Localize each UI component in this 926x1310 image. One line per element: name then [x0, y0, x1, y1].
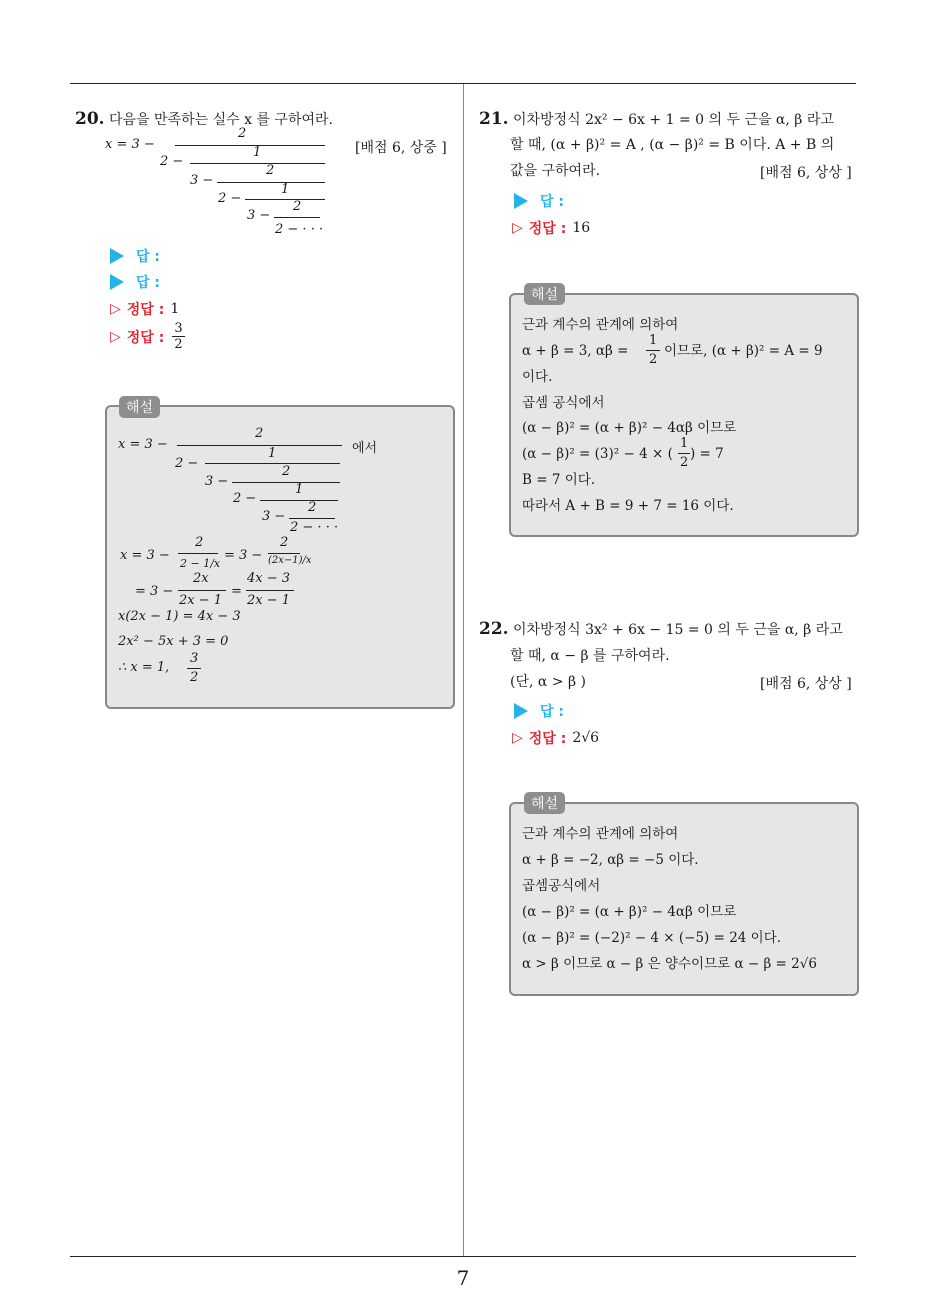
cf-part: 1	[253, 145, 262, 160]
q20-step2-num1: 2x	[193, 571, 209, 586]
bottom-rule	[70, 1256, 856, 1257]
cf-part: 2 − · · ·	[275, 222, 324, 237]
column-divider	[463, 84, 464, 1256]
answer-label: 답 :	[136, 275, 160, 291]
q21-explain-line: (α − β)² = (3)² − 4 × (	[522, 446, 673, 462]
q20-text: 다음을 만족하는 실수 x 를 구하여라.	[109, 112, 333, 128]
q22-explain-line: α + β = −2, αβ = −5 이다.	[522, 852, 699, 868]
cf-part: 2	[255, 426, 264, 441]
q22-answer-blank[interactable]	[514, 701, 564, 721]
frac-den: 2	[649, 352, 658, 367]
play-triangle-icon	[110, 248, 124, 264]
cf-bar	[260, 500, 338, 501]
q21-stem-line3: 값을 구하여라.	[510, 163, 601, 179]
cf-bar	[274, 217, 320, 218]
q20-step5-num: 3	[190, 651, 199, 666]
frac-bar	[246, 590, 294, 591]
frac-bar	[187, 668, 201, 669]
correct-label: 정답 :	[528, 221, 567, 237]
q21-explain-line: 이다.	[522, 369, 553, 385]
cf-bar	[289, 518, 335, 519]
q22-number: 22.	[479, 619, 509, 639]
q20-step2-den1: 2x − 1	[179, 593, 223, 608]
cf-part: 2	[293, 199, 302, 214]
cf-part: 2 −	[233, 491, 257, 506]
q21-explanation-tag: 해설	[524, 283, 565, 305]
q20-number: 20.	[75, 109, 105, 129]
play-triangle-icon	[514, 703, 528, 719]
q20-step2-num2: 4x − 3	[247, 571, 291, 586]
q21-explain-line: α + β = 3, αβ =	[522, 343, 629, 359]
cf-bar	[205, 463, 340, 464]
q20-correct-answer-1	[110, 299, 179, 319]
q21-answer-blank[interactable]	[514, 191, 564, 211]
q21-correct-answer	[512, 218, 590, 238]
cf-part: 2	[308, 500, 317, 515]
q22-stem-line3: (단, α > β )	[510, 674, 586, 690]
q22-correct-answer	[512, 728, 599, 748]
q21-number: 21.	[479, 109, 509, 129]
q20-answer-blank-1[interactable]	[110, 246, 160, 266]
q20-step1-den: 2 − 1/x	[180, 557, 221, 570]
outline-triangle-icon: ▷	[110, 301, 121, 317]
cf-bar	[217, 182, 325, 183]
cf-part: 2 −	[160, 154, 184, 169]
cf-part: 1	[281, 182, 290, 197]
cf-part: 3 −	[190, 173, 214, 188]
q20-step1-lhs: x = 3 −	[120, 548, 170, 563]
correct-value	[170, 321, 186, 352]
cf-part: 3 −	[205, 474, 229, 489]
q20-step1-rhs-num: 2	[280, 535, 289, 550]
cf-bar	[175, 145, 325, 146]
q22-explanation-tag: 해설	[524, 792, 565, 814]
correct-label: 정답 :	[126, 302, 165, 318]
q20-step2-eq: =	[231, 584, 242, 599]
cf-part: 2	[266, 163, 275, 178]
play-triangle-icon	[110, 274, 124, 290]
q22-stem-line1	[479, 620, 843, 639]
q22-explain-line: α > β 이므로 α − β 은 양수이므로 α − β = 2√6	[522, 956, 817, 972]
cf-part: 2 −	[218, 191, 242, 206]
q20-step1-rhs-den: (2x−1)/x	[268, 555, 312, 566]
q22-text-line1: 이차방정식 3x² + 6x − 15 = 0 의 두 근을 α, β 라고	[513, 622, 843, 638]
frac-bar	[678, 453, 690, 454]
q22-stem-line2: 할 때, α − β 를 구하여라.	[510, 648, 670, 664]
correct-value: 2√6	[572, 730, 600, 746]
answer-label: 답 :	[540, 194, 564, 210]
cf-bar	[232, 482, 340, 483]
q20-step3: x(2x − 1) = 4x − 3	[118, 609, 241, 624]
q20-step1-num: 2	[195, 535, 204, 550]
q21-explain-line: 근과 계수의 관계에 의하여	[522, 317, 679, 333]
cf-lhs: x = 3 −	[105, 137, 155, 152]
q20-correct-answer-2	[110, 321, 187, 352]
cf-bar	[245, 199, 325, 200]
q22-explain-line: 근과 계수의 관계에 의하여	[522, 826, 679, 842]
answer-label: 답 :	[540, 704, 564, 720]
q21-explain-line: 따라서 A + B = 9 + 7 = 16 이다.	[522, 498, 734, 514]
correct-value: 1	[170, 301, 180, 317]
cf-part: 2 − · · ·	[290, 520, 339, 535]
outline-triangle-icon: ▷	[512, 730, 523, 746]
correct-label: 정답 :	[528, 731, 567, 747]
frac-den: 2	[174, 337, 183, 352]
frac-num: 3	[174, 321, 183, 336]
q22-explain-line: 곱셈공식에서	[522, 878, 601, 894]
q21-explain-line: (α − β)² = (α + β)² − 4αβ 이므로	[522, 420, 737, 436]
q22-explain-line: (α − β)² = (α + β)² − 4αβ 이므로	[522, 904, 737, 920]
cf-part: 2 −	[175, 456, 199, 471]
q21-stem-line2: 할 때, (α + β)² = A , (α − β)² = B 이다. A + B 의	[510, 137, 835, 153]
q20-step5-den: 2	[190, 670, 199, 685]
frac-num: 1	[680, 436, 689, 451]
cf-bar	[177, 445, 342, 446]
answer-label: 답 :	[136, 249, 160, 265]
q21-score: [배점 6, 상상 ]	[760, 165, 852, 181]
frac-bar	[646, 350, 660, 351]
frac-bar	[268, 553, 300, 554]
frac-den: 2	[680, 455, 689, 470]
frac-bar	[178, 553, 218, 554]
frac-bar	[178, 590, 226, 591]
q21-explain-line-tail: 이므로, (α + β)² = A = 9	[664, 343, 823, 359]
q20-step4: 2x² − 5x + 3 = 0	[118, 634, 229, 649]
outline-triangle-icon: ▷	[110, 328, 121, 345]
cf-part: 2	[238, 126, 247, 141]
cf-lhs: x = 3 −	[118, 437, 168, 452]
correct-label: 정답 :	[126, 329, 165, 346]
q22-explain-line: (α − β)² = (−2)² − 4 × (−5) = 24 이다.	[522, 930, 782, 946]
q20-step5: ∴ x = 1,	[118, 660, 170, 675]
q21-explain-line: B = 7 이다.	[522, 472, 596, 488]
cf-part: 3 −	[247, 208, 271, 223]
q21-explain-line-tail: ) = 7	[690, 446, 724, 462]
q22-score: [배점 6, 상상 ]	[760, 676, 852, 692]
cf-tail: 에서	[352, 441, 378, 456]
page-number: 7	[456, 1266, 470, 1290]
q20-score: [배점 6, 상중 ]	[355, 140, 447, 156]
q20-step1-rhs: = 3 −	[224, 548, 263, 563]
cf-bar	[190, 163, 325, 164]
cf-part: 1	[268, 446, 277, 461]
cf-part: 2	[282, 464, 291, 479]
q21-stem-line1	[479, 110, 834, 129]
q20-explanation-tag: 해설	[119, 396, 160, 418]
play-triangle-icon	[514, 193, 528, 209]
q20-answer-blank-2[interactable]	[110, 272, 160, 292]
cf-part: 1	[295, 482, 304, 497]
q20-step2-den2: 2x − 1	[247, 593, 291, 608]
frac-num: 1	[649, 333, 658, 348]
cf-part: 3 −	[262, 509, 286, 524]
q21-text-line1: 이차방정식 2x² − 6x + 1 = 0 의 두 근을 α, β 라고	[513, 112, 834, 128]
q21-explain-line: 곱셈 공식에서	[522, 395, 605, 411]
q20-step2-lhs: = 3 −	[135, 584, 174, 599]
correct-value: 16	[572, 220, 591, 236]
q20-stem	[75, 110, 333, 129]
outline-triangle-icon: ▷	[512, 220, 523, 236]
